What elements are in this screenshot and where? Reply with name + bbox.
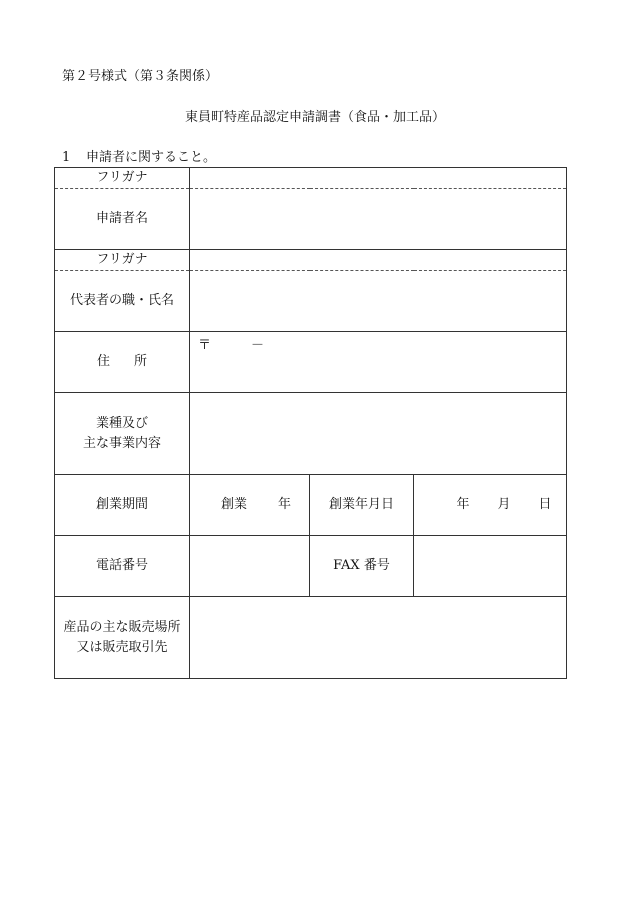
date-month: 月 bbox=[497, 497, 511, 512]
phone-label: 電話番号 bbox=[55, 536, 190, 597]
section-heading bbox=[62, 151, 216, 164]
applicant-name-field[interactable] bbox=[190, 189, 567, 250]
table-row bbox=[55, 393, 567, 475]
table-row bbox=[55, 597, 567, 679]
fax-field[interactable] bbox=[414, 536, 567, 597]
postal-dash: － bbox=[251, 338, 265, 353]
table-row bbox=[55, 332, 567, 393]
document-title: 東員町特産品認定申請調書（食品・加工品） bbox=[184, 110, 445, 125]
form-number: 第２号様式（第３条関係） bbox=[62, 69, 219, 84]
business-label-line2: 主な事業内容 bbox=[82, 435, 161, 451]
fax-label: FAX 番号 bbox=[310, 536, 414, 597]
establishment-date-field[interactable] bbox=[414, 475, 567, 536]
establishment-period-label: 創業期間 bbox=[55, 475, 190, 536]
section-number: 1 bbox=[62, 150, 71, 165]
business-label-line1: 業種及び bbox=[95, 415, 148, 431]
sales-label bbox=[55, 597, 190, 679]
applicant-name-label: 申請者名 bbox=[55, 189, 190, 250]
section-heading-text: 申請者に関すること。 bbox=[86, 150, 217, 165]
address-label bbox=[55, 332, 190, 393]
sales-field[interactable] bbox=[190, 597, 567, 679]
furigana-label: フリガナ bbox=[55, 250, 190, 271]
table-row bbox=[55, 189, 567, 250]
furigana-label: フリガナ bbox=[55, 168, 190, 189]
applicant-form-table bbox=[54, 167, 567, 679]
phone-field[interactable] bbox=[190, 536, 310, 597]
representative-label: 代表者の職・氏名 bbox=[55, 271, 190, 332]
table-row bbox=[55, 250, 567, 271]
establishment-period-field[interactable] bbox=[190, 475, 310, 536]
year-suffix: 年 bbox=[277, 497, 291, 512]
business-field[interactable] bbox=[190, 393, 567, 475]
business-label bbox=[55, 393, 190, 475]
address-label-char-2: 所 bbox=[134, 354, 148, 369]
date-year: 年 bbox=[456, 497, 470, 512]
date-day: 日 bbox=[538, 497, 552, 512]
table-row bbox=[55, 168, 567, 189]
table-row bbox=[55, 475, 567, 536]
postal-mark-icon: 〒 bbox=[198, 338, 212, 353]
establishment-prefix: 創業 bbox=[220, 497, 247, 512]
table-row bbox=[55, 271, 567, 332]
representative-furigana-field[interactable] bbox=[190, 250, 567, 271]
sales-label-line2: 又は販売取引先 bbox=[76, 639, 168, 655]
address-field[interactable] bbox=[190, 332, 567, 393]
applicant-furigana-field[interactable] bbox=[190, 168, 567, 189]
address-label-char-1: 住 bbox=[96, 354, 110, 369]
representative-field[interactable] bbox=[190, 271, 567, 332]
postal-code bbox=[198, 336, 264, 356]
table-row bbox=[55, 536, 567, 597]
sales-label-line1: 産品の主な販売場所 bbox=[63, 619, 181, 635]
establishment-date-label: 創業年月日 bbox=[310, 475, 414, 536]
